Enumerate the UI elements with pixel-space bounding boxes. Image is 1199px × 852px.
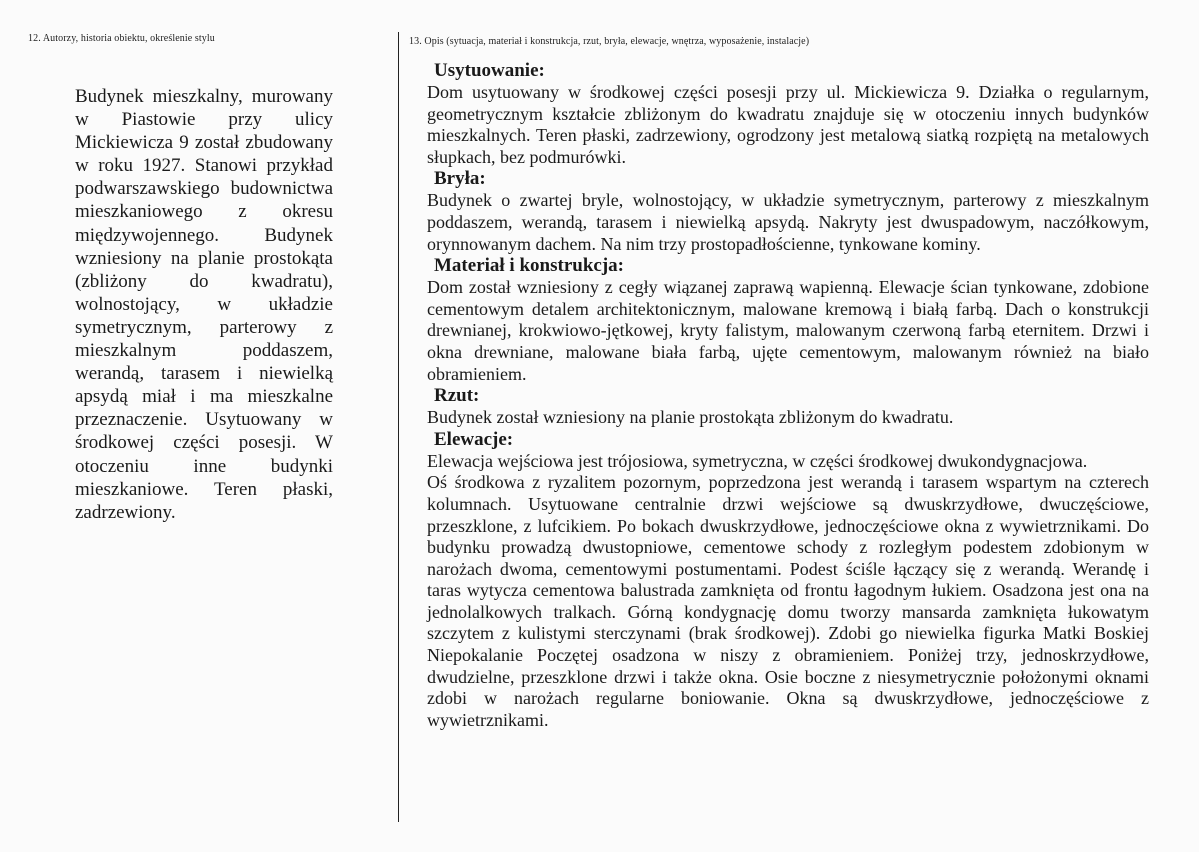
left-column-header: 12. Autorzy, historia obiektu, określenie stylu [28, 33, 215, 44]
section-title: Materiał i konstrukcja: [434, 255, 624, 277]
section-paragraph: Oś środkowa z ryzalitem pozornym, poprzedzona jest werandą i tarasem wspartym na czterech kolumnach. Usytuowane centralnie drzwi wejściowe są dwuskrzydłowe, dwuczęściowe, przeszklone, z lufcikiem. Po bokach dwuskrzydłowe, jednoczęściowe okna z wywietrznikami. Do budynku prowadzą dwustopniowe, cementowe schody z rozległym podestem zdobionym w narożach dwoma, cementowymi postumentami. Podest ściśle łączący się z werandą. Werandę i taras wytycza cementowa balustrada zamknięta od frontu łagodnym łukiem. Osadzona jest ona na jednolalkowych tralkach. Górną kondygnację domu tworzy mansarda zamknięta łukowatym szczytem z kulistymi sterczynami (brak środkowej). Zdobi go niewielka figurka Matki Boskiej Niepokalanie Poczętej osadzona w niszy z obramieniem. Poniżej trzy, jednoskrzydłowe, dwudzielne, przeszklone drzwi i także okna. Osie boczne z niesymetrycznie położonymi oknami zdobi w narożach regularne boniowanie. Okna są dwuskrzydłowe, jednoczęściowe z wywietrznikami. [427, 472, 1149, 730]
section-material [427, 255, 1149, 385]
section-paragraph: Dom został wzniesiony z cegły wiązanej zaprawą wapienną. Elewacje ścian tynkowane, zdobione cementowym detalem architektonicznym, malowane kremową i białą farbą. Dach o konstrukcji drewnianej, krokwiowo-jętkowej, kryty falistym, malowanym czerwoną farbą eternitem. Drzwi i okna drewniane, malowane biała farbą, ujęte cementowym, malowanym również na biało obramieniem. [427, 277, 1149, 384]
section-paragraph: Budynek o zwartej bryle, wolnostojący, w układzie symetrycznym, parterowy z mieszkalnym poddaszem, werandą, tarasem i niewielką apsydą. Nakryty jest dwuspadowym, naczółkowym, orynnowanym dachem. Na nim trzy prostopadłościenne, tynkowane kominy. [427, 190, 1149, 254]
section-usytuowanie [427, 60, 1149, 168]
section-title: Bryła: [434, 168, 486, 190]
section-rzut [427, 385, 1149, 429]
column-divider [398, 32, 399, 822]
description-sections [427, 60, 1149, 731]
history-text: Budynek mieszkalny, murowany w Piastowie przy ulicy Mickiewicza 9 został zbudowany w roku 1927. Stanowi przykład podwarszawskiego budownictwa mieszkaniowego z okresu międzywojennego. Budynek wzniesiony na planie prostokąta (zbliżony do kwadratu), wolnostojący, w układzie symetrycznym, parterowy z mieszkalnym poddaszem, werandą, tarasem i niewielką apsydą miał i ma mieszkalne przeznaczenie. Usytuowany w środkowej części posesji. W otoczeniu inne budynki mieszkaniowe. Teren płaski, zadrzewiony. [75, 86, 333, 523]
section-title: Elewacje: [434, 428, 514, 450]
right-column-header: 13. Opis (sytuacja, materiał i konstrukcja, rzut, bryła, elewacje, wnętrza, wyposażenie, instalacje) [409, 36, 810, 47]
section-paragraph: Budynek został wzniesiony na planie prostokąta zbliżonym do kwadratu. [427, 407, 954, 428]
section-bryla [427, 168, 1149, 255]
section-paragraph: Dom usytuowany w środkowej części posesji przy ul. Mickiewicza 9. Działka o regularnym, geometrycznym kształcie zbliżonym do kwadratu znajduje się w otoczeniu innych budynków mieszkalnych. Teren płaski, zadrzewiony, ogrodzony jest metalową siatką rozpiętą na metalowych słupkach, bez podmurówki. [427, 82, 1149, 167]
section-elewacje [427, 429, 1149, 732]
section-title: Usytuowanie: [434, 60, 545, 81]
section-title: Rzut: [434, 385, 480, 407]
section-paragraph: Elewacja wejściowa jest trójosiowa, symetryczna, w części środkowej dwukondygnacjowa. [427, 450, 1088, 471]
